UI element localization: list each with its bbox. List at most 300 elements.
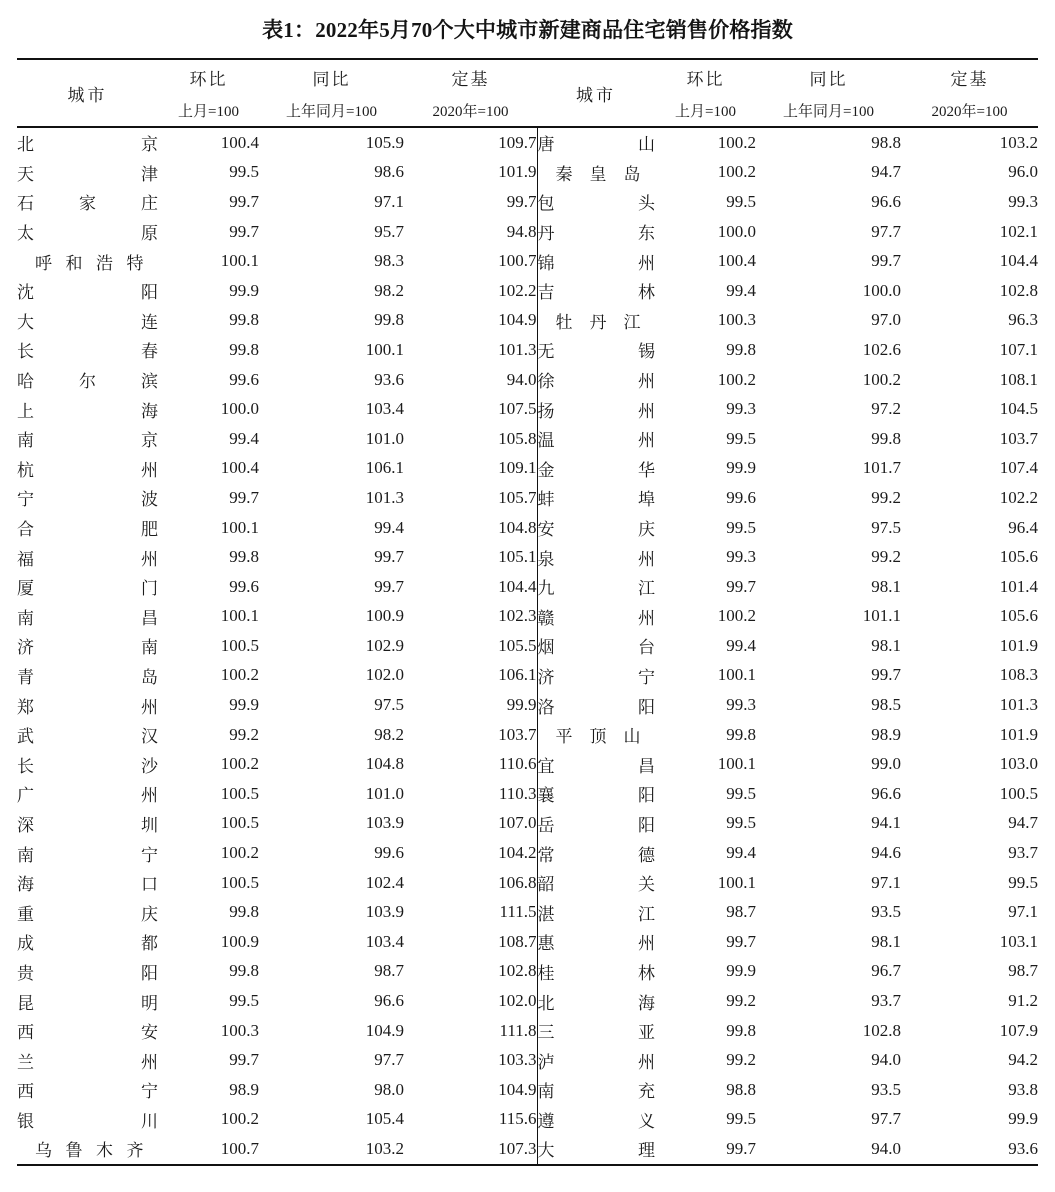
value-yoy-right: 94.7 [871,162,901,182]
value-base-right: 108.3 [999,665,1038,685]
city-name-right: 北海 [537,986,655,1016]
city-name-right: 烟台 [537,631,655,661]
value-base-right: 94.7 [1008,813,1038,833]
value-yoy-right: 93.5 [871,902,901,922]
value-yoy-right: 93.5 [871,1079,901,1099]
city-name-right: 泸州 [537,1045,655,1075]
value-mom-left: 100.9 [220,931,259,951]
table-row [17,868,1038,898]
city-name-right: 泉州 [537,542,655,572]
column-header-group-right-0: 环比 [686,69,725,89]
value-mom-right: 99.7 [726,576,756,596]
value-base-left: 102.2 [498,280,537,300]
value-mom-right: 99.5 [726,517,756,537]
column-header-city-right: 城市 [576,85,616,105]
value-yoy-left: 98.3 [374,251,404,271]
city-name-left: 沈阳 [17,283,158,303]
value-base-right: 108.1 [999,369,1038,389]
value-yoy-left: 104.8 [365,754,404,774]
value-base-left: 104.8 [498,517,537,537]
value-base-left: 102.8 [498,961,537,981]
city-name-left: 成都 [17,934,158,954]
value-yoy-right: 100.2 [862,369,901,389]
table-row [17,927,1038,957]
value-yoy-left: 103.9 [365,813,404,833]
value-mom-left: 100.3 [220,1020,259,1040]
value-base-left: 110.6 [498,754,537,774]
table-row [17,779,1038,809]
value-base-left: 94.8 [506,221,537,241]
column-header-group-left-2: 定基 [451,69,490,89]
value-yoy-right: 100.0 [862,280,901,300]
table-row [17,572,1038,602]
value-yoy-left: 93.6 [374,369,404,389]
city-name-right: 唐山 [537,128,655,158]
value-mom-left: 99.5 [229,162,259,182]
table-row [17,1105,1038,1135]
value-yoy-right: 98.9 [871,724,901,744]
city-name-right: 湛江 [537,897,655,927]
column-header-group-right-2: 定基 [950,69,989,89]
value-mom-right: 99.8 [726,724,756,744]
value-base-right: 93.7 [1008,843,1038,863]
value-yoy-left: 106.1 [365,458,404,478]
page-title: 表1：2022年5月70个大中城市新建商品住宅销售价格指数 [262,18,793,42]
value-base-right: 98.7 [1008,961,1038,981]
city-name-right: 常德 [537,838,655,868]
value-base-left: 104.4 [498,576,537,596]
value-mom-left: 99.8 [229,310,259,330]
value-base-left: 105.8 [498,428,537,448]
table-row [17,365,1038,395]
value-mom-left: 99.8 [229,902,259,922]
value-yoy-left: 99.4 [374,517,404,537]
city-name-right: 温州 [537,424,655,454]
value-base-left: 102.0 [498,991,537,1011]
value-base-left: 109.7 [498,132,537,152]
value-yoy-right: 101.1 [862,606,901,626]
value-yoy-left: 102.0 [365,665,404,685]
value-mom-right: 99.8 [726,1020,756,1040]
city-name-left: 合肥 [17,520,158,540]
table-row [17,542,1038,572]
value-base-right: 91.2 [1008,991,1038,1011]
header-row-basis [17,94,1038,127]
value-mom-right: 100.2 [717,132,756,152]
value-mom-right: 100.0 [717,221,756,241]
city-name-left: 南京 [17,431,158,451]
value-yoy-right: 93.7 [871,991,901,1011]
table-row [17,957,1038,987]
city-name-right: 大理 [537,1134,655,1165]
value-yoy-left: 103.2 [365,1138,404,1158]
value-yoy-right: 97.7 [871,221,901,241]
table-row [17,335,1038,365]
city-name-right: 无锡 [537,335,655,365]
value-base-left: 101.9 [498,162,537,182]
value-base-right: 107.1 [999,339,1038,359]
value-mom-left: 99.7 [229,1050,259,1070]
value-yoy-left: 98.6 [374,162,404,182]
value-yoy-right: 102.8 [862,1020,901,1040]
city-name-left: 福州 [17,549,158,569]
city-name-right: 秦皇岛 [537,158,655,188]
value-base-right: 93.6 [1008,1138,1038,1158]
city-name-left: 宁波 [17,490,158,510]
value-mom-left: 100.5 [220,783,259,803]
city-name-left: 郑州 [17,697,158,717]
value-yoy-right: 99.7 [871,251,901,271]
city-name-right: 韶关 [537,868,655,898]
column-header-group-left-0: 环比 [189,69,228,89]
city-name-left: 厦门 [17,579,158,599]
city-name-right: 济宁 [537,661,655,691]
value-mom-left: 99.8 [229,961,259,981]
value-base-right: 103.0 [999,754,1038,774]
value-yoy-left: 101.0 [365,428,404,448]
city-name-right: 扬州 [537,394,655,424]
table-title-bar [17,0,1038,58]
value-yoy-right: 94.0 [871,1138,901,1158]
value-mom-right: 99.5 [726,191,756,211]
table-row [17,720,1038,750]
value-yoy-right: 101.7 [862,458,901,478]
table-bottom-rule [17,1165,1038,1166]
city-name-left: 济南 [17,638,158,658]
value-yoy-right: 99.8 [871,428,901,448]
value-mom-right: 99.5 [726,813,756,833]
city-name-left: 青岛 [17,667,158,687]
city-name-right: 徐州 [537,365,655,395]
city-name-left: 重庆 [17,904,158,924]
value-base-right: 99.3 [1008,191,1038,211]
column-header-group-left-1: 同比 [312,69,351,89]
value-yoy-right: 94.6 [871,843,901,863]
table-row [17,128,1038,158]
value-base-right: 100.5 [999,783,1038,803]
value-base-right: 107.9 [999,1020,1038,1040]
value-mom-right: 99.4 [726,843,756,863]
value-yoy-right: 99.0 [871,754,901,774]
value-mom-left: 100.1 [220,251,259,271]
value-yoy-right: 97.2 [871,399,901,419]
city-name-right: 岳阳 [537,809,655,839]
value-mom-left: 100.4 [220,458,259,478]
city-name-left: 广州 [17,786,158,806]
city-name-right: 襄阳 [537,779,655,809]
value-yoy-right: 98.1 [871,576,901,596]
city-name-left: 太原 [17,224,158,244]
column-subheader-right-1: 上年同月=100 [783,103,874,120]
city-name-left: 哈尔滨 [17,372,158,392]
table-row [17,690,1038,720]
value-base-right: 101.9 [999,635,1038,655]
value-base-left: 108.7 [498,931,537,951]
city-name-right: 九江 [537,572,655,602]
city-name-right: 遵义 [537,1105,655,1135]
city-name-left: 长沙 [17,756,158,776]
value-base-left: 111.8 [499,1020,537,1040]
column-subheader-right-0: 上月=100 [675,103,736,120]
column-subheader-left-2: 2020年=100 [432,103,509,120]
value-mom-left: 99.5 [229,991,259,1011]
value-mom-left: 100.2 [220,843,259,863]
value-yoy-left: 98.2 [374,724,404,744]
value-base-right: 105.6 [999,606,1038,626]
value-mom-right: 99.2 [726,1050,756,1070]
table-row [17,661,1038,691]
value-mom-right: 100.2 [717,369,756,389]
value-mom-right: 99.3 [726,399,756,419]
value-yoy-right: 99.7 [871,665,901,685]
value-yoy-left: 96.6 [374,991,404,1011]
value-yoy-right: 97.0 [871,310,901,330]
value-mom-left: 100.2 [220,1109,259,1129]
value-mom-left: 100.0 [220,399,259,419]
table-row [17,1016,1038,1046]
city-name-left: 天津 [17,164,158,184]
value-mom-right: 100.1 [717,872,756,892]
value-yoy-right: 97.7 [871,1109,901,1129]
city-name-left: 昆明 [17,993,158,1013]
value-yoy-right: 102.6 [862,339,901,359]
value-base-left: 111.5 [499,902,537,922]
value-mom-left: 99.2 [229,724,259,744]
table-row [17,483,1038,513]
value-yoy-left: 99.7 [374,547,404,567]
value-mom-right: 99.4 [726,635,756,655]
city-name-left: 呼和浩特 [35,253,144,273]
value-yoy-right: 94.0 [871,1050,901,1070]
value-base-left: 101.3 [498,339,537,359]
value-yoy-left: 95.7 [374,221,404,241]
value-base-left: 94.0 [506,369,537,389]
value-base-left: 104.2 [498,843,537,863]
value-base-right: 99.5 [1008,872,1038,892]
table-row [17,1134,1038,1165]
value-base-left: 109.1 [498,458,537,478]
value-mom-right: 99.4 [726,280,756,300]
value-base-left: 107.0 [498,813,537,833]
value-base-left: 103.7 [498,724,537,744]
value-yoy-left: 99.7 [374,576,404,596]
value-base-left: 103.3 [498,1050,537,1070]
value-base-left: 104.9 [498,310,537,330]
value-mom-right: 100.1 [717,665,756,685]
value-yoy-left: 97.5 [374,695,404,715]
table-row [17,749,1038,779]
value-base-left: 105.7 [498,487,537,507]
value-base-left: 106.8 [498,872,537,892]
value-yoy-left: 98.2 [374,280,404,300]
value-mom-left: 99.8 [229,547,259,567]
city-name-left: 上海 [17,401,158,421]
value-yoy-left: 97.7 [374,1050,404,1070]
value-mom-left: 99.6 [229,576,259,596]
value-mom-right: 99.3 [726,547,756,567]
city-name-left: 长春 [17,342,158,362]
value-yoy-right: 98.1 [871,635,901,655]
city-name-right: 锦州 [537,246,655,276]
city-name-left: 贵阳 [17,963,158,983]
value-mom-left: 99.8 [229,339,259,359]
value-base-right: 94.2 [1008,1050,1038,1070]
value-mom-left: 99.7 [229,191,259,211]
value-mom-right: 99.6 [726,487,756,507]
city-name-right: 丹东 [537,217,655,247]
city-name-left: 兰州 [17,1052,158,1072]
table-row [17,897,1038,927]
value-yoy-left: 100.9 [365,606,404,626]
value-base-left: 105.1 [498,547,537,567]
column-header-group-right-1: 同比 [809,69,848,89]
value-base-left: 100.7 [498,251,537,271]
city-name-right: 蚌埠 [537,483,655,513]
value-base-right: 103.2 [999,132,1038,152]
city-name-left: 北京 [17,135,158,155]
value-yoy-right: 99.2 [871,487,901,507]
value-mom-right: 99.5 [726,1109,756,1129]
value-mom-right: 99.5 [726,783,756,803]
value-yoy-right: 98.5 [871,695,901,715]
value-base-left: 110.3 [498,783,537,803]
value-yoy-left: 105.9 [365,132,404,152]
value-mom-left: 99.9 [229,280,259,300]
price-index-table [17,58,1038,1166]
value-yoy-left: 103.4 [365,399,404,419]
city-name-right: 洛阳 [537,690,655,720]
city-name-right: 平顶山 [537,720,655,750]
value-yoy-left: 99.8 [374,310,404,330]
value-mom-right: 99.7 [726,1138,756,1158]
table-row [17,809,1038,839]
value-yoy-right: 98.8 [871,132,901,152]
value-base-right: 96.4 [1008,517,1038,537]
city-name-left: 海口 [17,875,158,895]
value-mom-right: 100.3 [717,310,756,330]
value-base-right: 96.0 [1008,162,1038,182]
city-name-right: 赣州 [537,602,655,632]
table-row [17,217,1038,247]
value-mom-left: 100.5 [220,813,259,833]
value-mom-left: 100.1 [220,517,259,537]
value-yoy-right: 96.6 [871,191,901,211]
value-base-right: 101.4 [999,576,1038,596]
city-name-left: 西安 [17,1023,158,1043]
city-name-left: 杭州 [17,460,158,480]
value-yoy-left: 102.9 [365,635,404,655]
value-mom-right: 99.8 [726,339,756,359]
city-name-right: 包头 [537,187,655,217]
value-base-left: 105.5 [498,635,537,655]
value-yoy-left: 98.7 [374,961,404,981]
city-name-left: 银川 [17,1111,158,1131]
value-base-right: 105.6 [999,547,1038,567]
value-mom-right: 100.2 [717,162,756,182]
value-mom-right: 100.4 [717,251,756,271]
city-name-right: 惠州 [537,927,655,957]
value-mom-left: 100.7 [220,1138,259,1158]
value-base-right: 103.1 [999,931,1038,951]
table-row [17,394,1038,424]
value-base-left: 99.7 [506,191,537,211]
value-base-left: 106.1 [498,665,537,685]
value-base-right: 97.1 [1008,902,1038,922]
value-base-right: 107.4 [999,458,1038,478]
value-mom-left: 100.5 [220,872,259,892]
value-base-right: 102.2 [999,487,1038,507]
value-mom-right: 99.7 [726,931,756,951]
value-mom-right: 100.2 [717,606,756,626]
value-mom-right: 98.7 [726,902,756,922]
table-row [17,1075,1038,1105]
table-row [17,602,1038,632]
value-mom-left: 100.4 [220,132,259,152]
value-base-left: 107.3 [498,1138,537,1158]
column-header-city-left: 城市 [67,85,108,105]
value-yoy-left: 100.1 [365,339,404,359]
table-row [17,838,1038,868]
value-yoy-right: 96.7 [871,961,901,981]
value-base-right: 96.3 [1008,310,1038,330]
city-name-right: 三亚 [537,1016,655,1046]
value-mom-right: 99.2 [726,991,756,1011]
value-yoy-right: 98.1 [871,931,901,951]
value-mom-right: 99.9 [726,961,756,981]
column-subheader-left-0: 上月=100 [178,103,239,120]
city-name-right: 桂林 [537,957,655,987]
value-base-left: 104.9 [498,1079,537,1099]
city-name-right: 宜昌 [537,749,655,779]
value-mom-right: 98.8 [726,1079,756,1099]
value-base-right: 101.9 [999,724,1038,744]
table-row [17,187,1038,217]
value-yoy-left: 103.9 [365,902,404,922]
table-row [17,246,1038,276]
value-yoy-right: 94.1 [871,813,901,833]
city-name-right: 牡丹江 [537,306,655,336]
value-base-right: 102.1 [999,221,1038,241]
value-yoy-right: 97.5 [871,517,901,537]
value-mom-left: 100.5 [220,635,259,655]
city-name-left: 深圳 [17,815,158,835]
city-name-left: 南宁 [17,845,158,865]
value-mom-right: 100.1 [717,754,756,774]
city-name-left: 武汉 [17,727,158,747]
city-name-right: 南充 [537,1075,655,1105]
value-base-left: 115.6 [498,1109,537,1129]
value-mom-left: 99.9 [229,695,259,715]
value-yoy-left: 99.6 [374,843,404,863]
city-name-right: 金华 [537,454,655,484]
city-name-left: 南昌 [17,608,158,628]
table-row [17,276,1038,306]
value-mom-right: 99.5 [726,428,756,448]
value-yoy-right: 96.6 [871,783,901,803]
value-mom-left: 99.7 [229,487,259,507]
value-mom-left: 99.7 [229,221,259,241]
table-row [17,986,1038,1016]
value-base-right: 104.5 [999,399,1038,419]
value-base-right: 99.9 [1008,1109,1038,1129]
value-base-right: 103.7 [999,428,1038,448]
value-yoy-left: 101.3 [365,487,404,507]
city-name-left: 大连 [17,312,158,332]
value-mom-left: 98.9 [229,1079,259,1099]
city-name-left: 乌鲁木齐 [35,1141,144,1161]
value-mom-left: 100.2 [220,665,259,685]
value-mom-left: 100.1 [220,606,259,626]
